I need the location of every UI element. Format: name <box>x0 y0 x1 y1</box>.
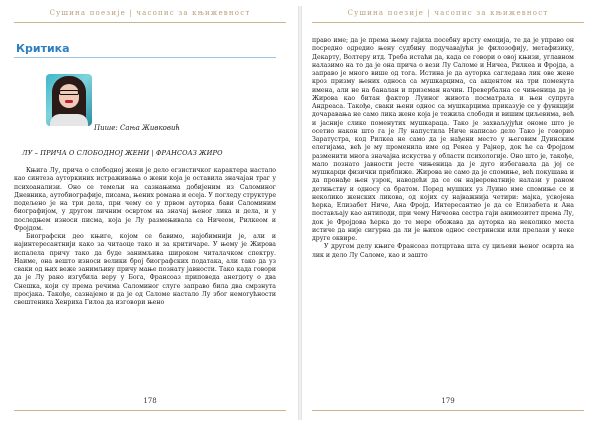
article-body <box>14 167 276 307</box>
section-title: Критика <box>16 42 70 55</box>
article-body <box>312 37 574 260</box>
paragraph: право име; да је према њему гајила посебну врсту емоција, те да је управо он посредно одредио њену судбину подучавајући је филозофију, метафизику, Декарту, Волтеру итд. Треба истаћи да, када се говори о овој књизи, углавном налазимо на то да је она прича о вези Лу Саломе и Ничеа, Рилкеа и Фројда, а заправо је много више од тога. Истина је да ауторка сагледава лик ове жене кроз призму њених односа са мушкарцима, са акцентом на три поменута имена, али не на баналан и призeман начин. Превербалнa се чињеница да је Жирова као битан фактор Луиног живота посматрала и њен супруга Андреаса. Такође, свaки њени однос са мушкарцима приказује се у функцији дочаравања не само лика жене која је тежила слободи и вишим циљевима, већ и јасније слике поменутих мушкараца. Тако је захваљујући ономе што је осетио након што га је Лу напустила Ниче написао дело Тако је говорио Заратустра, код Рилкеа не само да је нађени место у његовим Дуинским елегијама, већ је му променила име од Ренеа у Рајнер, док ће са Фројдом разменити многа значајна искуства у области психологије. Оно што је, такође, мало познато јавности јесте чињеница да је дуго избегавала да јој се мушкарци физички приближе. Жирова не само да је спомиње, већ покушава и да пронађе њен узрок, наводећи да се он највероватније налази у раном детињству и односу са братом. Поред мушких уз Луино име спомиње се и неколико женских ликова, од којих су најважнија четири: мајка, усвојена ћерка, Елизабет Ниче, Ана Фројд. Интересантно је да се Елизабета и Ана постављају као антиподи, при чему Ничеова сестра гаји анимозитет према Лу, док је Фројдова ћерка до те мере обожава да ауторка на неколико места истиче да није сигурна да ли је њихов однос сестрински или прелази у неке друге оквире. <box>312 37 574 242</box>
footer-divider <box>14 410 286 411</box>
author-byline: Пише: Сања Живковић <box>94 124 180 132</box>
page-header: Сушина поезије | часопис за књижевност <box>347 9 549 17</box>
author-photo-face <box>59 84 79 108</box>
header-divider <box>14 22 286 23</box>
footer-divider <box>312 410 584 411</box>
author-photo-lips <box>65 100 73 103</box>
paragraph: У другом делу књиге Франсоаз потцртава шта су циљеви њеног осврта на лик и дело Лу Саломе, као и зашто <box>312 243 574 259</box>
article-title: ЛУ – ПРИЧА О СЛОБОДНОЈ ЖЕНИ | ФРАНСОАЗ ЖИРО <box>22 149 223 157</box>
page-number: 179 <box>441 397 455 405</box>
book-gutter <box>298 6 302 420</box>
author-photo-clothes <box>50 114 88 126</box>
author-photo-glasses <box>59 90 79 95</box>
section-divider <box>14 57 276 58</box>
paragraph: Књига Лу, прича о слободној жени је дело егзистичког карактера настало као синтеза ауторкиних истраживања о жени која је оставила значајан траг у психоанализи. Оно се темељи на сазнањима добијеним из Саломиног Дневника, аутобиографије, писама, њених романа и есеја. У погледу структуре подељено је на три дела, при чему се у првом ауторка бави Саломиним биографијом, у другом личним освртом на значај њеног лика и дела, и у последњем износи писма, која је Лу размењивала са Ничеом, Рилкеом и Фројдом. <box>14 167 276 232</box>
header-divider <box>312 22 584 23</box>
paragraph: Биографски део књиге, којом се бавимо, најобимнији је, али и најинтересантнији како за читаоце тако и за критичаре. У њему је Жирова испалела причу тако да буде занимљива широком читалачком спектру. Наиме, она вешто износи велики број биографских података, али тако да уз сваки од њих веже занимљиву причу мање познату јавности. Тако када говори да је Лу рано изгубила веру у Бога, Франсоаз приповеда анегдоту о два Снешка, који су према речима Саломиног слуге заправо била два смрзнута просјака. Такође, сазнајемо и да је од Саломе настало Лу због немогућности свештеника Хенриха Гилоа да изговори њено <box>14 233 276 306</box>
right-page <box>312 0 584 426</box>
left-page <box>14 0 286 426</box>
page-header: Сушина поезије | часопис за књижевност <box>49 9 251 17</box>
page-number: 178 <box>143 397 157 405</box>
author-photo <box>46 74 92 126</box>
